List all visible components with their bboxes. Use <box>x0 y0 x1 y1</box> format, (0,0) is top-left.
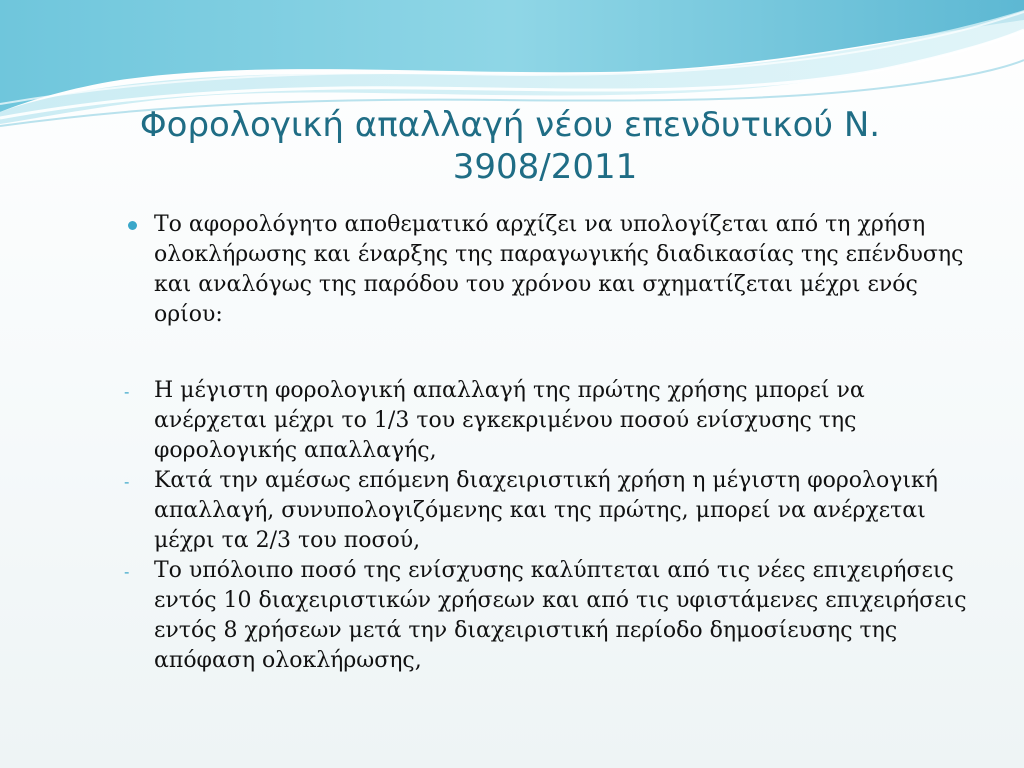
dash-item-text: Το υπόλοιπο ποσό της ενίσχυσης καλύπτεται από τις νέες επιχειρήσεις εντός 10 διαχειριστικών χρήσεων και από τις υφιστάμενες επιχειρήσεις εντός 8 χρήσεων μετά την διαχειριστική περίοδο δημοσίευσης της απόφαση ολοκλήρωσης, <box>154 558 967 673</box>
bullet-dot-icon <box>128 221 137 230</box>
dash-item-text: Η μέγιστη φορολογική απαλλαγή της πρώτης χρήσης μπορεί να ανέρχεται μέχρι το 1/3 του εγκεκριμένου ποσού ενίσχυσης της φορολογικής απαλλαγής, <box>154 378 865 463</box>
bullet-item <box>124 210 974 330</box>
dash-item <box>124 556 974 676</box>
dash-marker: - <box>124 563 130 581</box>
bullet-text: Το αφορολόγητο αποθεματικό αρχίζει να υπολογίζεται από τη χρήση ολοκλήρωσης και έναρξης της παραγωγικής διαδικασίας της επένδυσης και αναλόγως της παρόδου του χρόνου και σχηματίζεται μέχρι ενός ορίου: <box>154 212 964 327</box>
dash-item <box>124 376 974 466</box>
dash-marker: - <box>124 383 130 401</box>
slide-title <box>60 104 960 188</box>
dash-item <box>124 466 974 556</box>
title-line-2: 3908/2011 <box>452 147 638 187</box>
spacer <box>124 330 974 376</box>
title-line-1: Φορολογική απαλλαγή νέου επενδυτικού Ν. <box>139 105 881 145</box>
dash-item-text: Κατά την αμέσως επόμενη διαχειριστική χρήση η μέγιστη φορολογική απαλλαγή, συνυπολογιζόμενης και της πρώτης, μπορεί να ανέρχεται μέχρι τα 2/3 του ποσού, <box>154 468 938 553</box>
slide-body <box>124 210 974 676</box>
dash-marker: - <box>124 473 130 491</box>
